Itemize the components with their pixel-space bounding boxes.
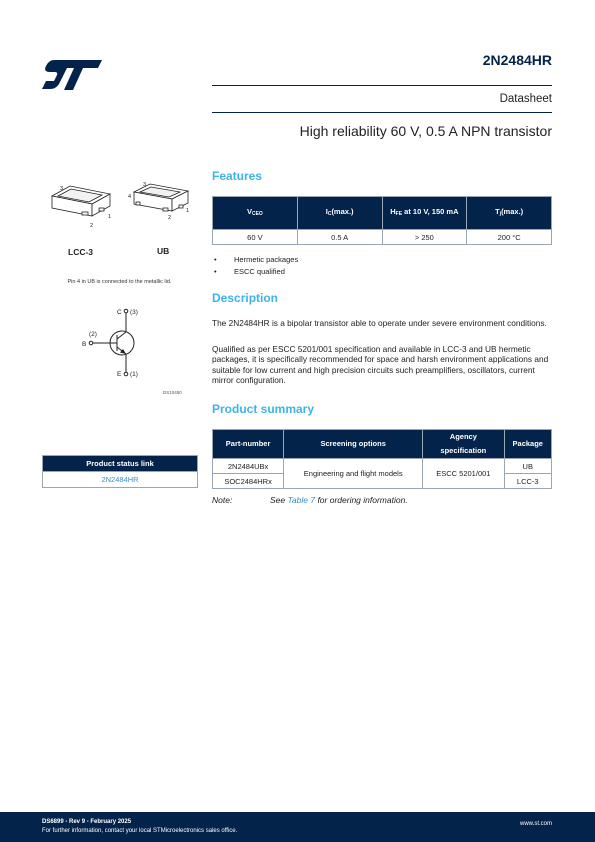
ub-pin-label: 1 — [186, 208, 190, 214]
footer-contact: For further information, contact your local STMicroelectronics sales office. — [42, 828, 238, 834]
description-heading: Description — [212, 291, 279, 305]
package-drawing — [42, 176, 192, 238]
table-cell: 200 °C — [467, 230, 552, 245]
table-cell: LCC-3 — [504, 474, 551, 489]
table-cell: SOC2484HRx — [213, 474, 284, 489]
features-list — [212, 254, 298, 278]
emitter-label: E — [117, 371, 122, 378]
lcc3-pin-label: 1 — [108, 214, 112, 220]
table-row — [213, 230, 552, 245]
header-divider — [212, 85, 552, 86]
list-item: • Hermetic packages — [214, 255, 299, 264]
document-subtitle: High reliability 60 V, 0.5 A NPN transistor — [299, 123, 552, 139]
lcc3-pin-label: 3 — [60, 186, 64, 192]
ub-pin-label: 2 — [168, 215, 172, 221]
table-row — [213, 459, 552, 474]
features-col-tj: $T_j(\max.)$ — [467, 197, 552, 230]
emitter-pin: (1) — [130, 371, 138, 378]
ub-pin-label: 3 — [143, 182, 147, 188]
table-cell: Engineering and flight models — [284, 459, 423, 489]
product-status-table — [42, 455, 198, 488]
note-text: See Table 7 for ordering information. — [270, 495, 408, 505]
pin-note: Pin 4 in UB is connected to the metallic lid. — [67, 279, 172, 285]
footer-doc-info: DS6899 - Rev 9 - February 2025 — [42, 819, 132, 825]
header-divider — [212, 112, 552, 113]
npn-transistor-symbol — [80, 303, 160, 383]
drawing-code: DS10450 — [163, 390, 182, 395]
status-header: Product status link — [43, 456, 198, 472]
st-logo-icon — [40, 58, 104, 92]
lcc3-label: LCC-3 — [68, 247, 94, 257]
product-summary-heading: Product summary — [212, 402, 315, 416]
summary-col-agency: Agency specification — [423, 430, 504, 459]
part-number-title: 2N2484HR — [482, 52, 552, 68]
lcc3-pin-label: 2 — [90, 223, 94, 229]
collector-label: C — [117, 309, 122, 316]
status-link[interactable]: 2N2484HR — [43, 472, 198, 488]
base-label: B — [82, 341, 87, 348]
collector-pin: (3) — [130, 309, 138, 316]
features-heading: Features — [212, 169, 263, 183]
features-col-hfe: $H_{FE}$ at 10 V, 150 mA — [382, 197, 467, 230]
footer-url-link[interactable]: www.st.com — [519, 821, 552, 827]
note-label: Note: — [212, 495, 233, 505]
table-cell: > 250 — [382, 230, 467, 245]
table-cell: ESCC 5201/001 — [423, 459, 504, 489]
table-cell: 2N2484UBx — [213, 459, 284, 474]
ub-pin-label: 4 — [128, 194, 132, 200]
summary-col-part: Part-number — [213, 430, 284, 459]
features-table — [212, 196, 552, 245]
ub-package-image — [134, 184, 188, 211]
summary-col-package: Package — [504, 430, 551, 459]
table-cell: 60 V — [213, 230, 298, 245]
table-7-link[interactable]: Table 7 — [287, 495, 316, 505]
table-cell: UB — [504, 459, 551, 474]
list-item: • ESCC qualified — [214, 267, 285, 276]
ub-label: UB — [157, 246, 170, 256]
table-cell: 0.5 A — [297, 230, 382, 245]
description-paragraph: The 2N2484HR is a bipolar transistor able to operate under severe environment conditions. — [212, 318, 547, 328]
base-pin: (2) — [89, 331, 97, 338]
summary-col-screening: Screening options — [284, 430, 423, 459]
description-paragraph: Qualified as per ESCC 5201/001 specification and available in LCC-3 and UB hermetic packages, it is specifically recommended for space and harsh environment applications and suitable for low current and high precision circuits such preamplifiers, oscillators, current mirror configuration. — [212, 344, 549, 386]
document-type: Datasheet — [499, 93, 552, 105]
product-summary-table — [212, 429, 552, 489]
features-col-vceo: $V_{CEO}$ — [213, 197, 298, 230]
features-col-ic: $I_C(\max.)$ — [297, 197, 382, 230]
